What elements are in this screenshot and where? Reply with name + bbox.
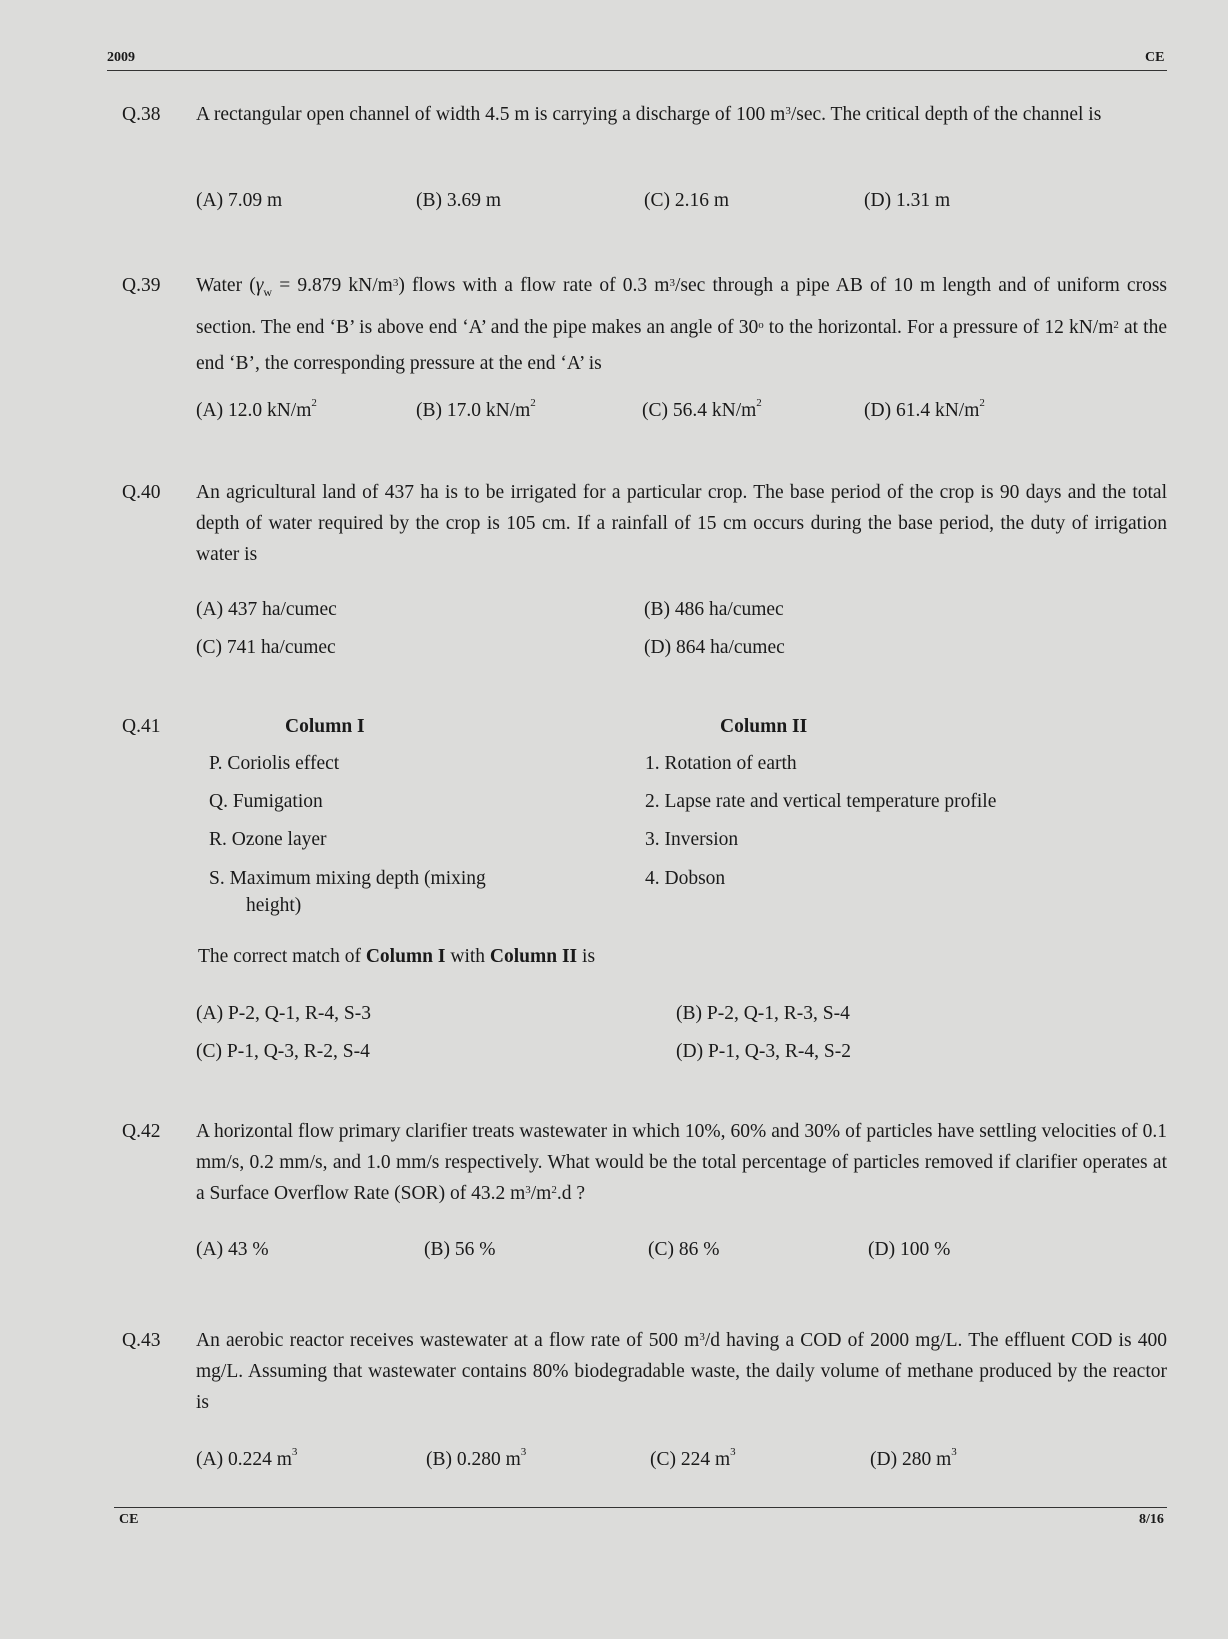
column-1-item-r: R. Ozone layer: [209, 829, 327, 850]
column-2-item-4: 4. Dobson: [645, 868, 726, 889]
question-number: Q.39: [122, 275, 161, 296]
question-43: [122, 1325, 1167, 1418]
column-1-item-q: Q. Fumigation: [209, 791, 323, 812]
option-b: (B) P-2, Q-1, R-3, S-4: [676, 1003, 850, 1024]
question-42: [122, 1116, 1167, 1209]
question-39: [122, 268, 1167, 382]
column-2-item-3: 3. Inversion: [645, 829, 739, 850]
option-c: (C) 741 ha/cumec: [196, 637, 336, 658]
question-text: A rectangular open channel of width 4.5 m is carrying a discharge of 100 $m^3/\sec$. The critical depth of the channel is: [196, 104, 1102, 125]
match-prompt: The correct match of Column I with Column II is: [198, 946, 596, 967]
footer-subject: CE: [119, 1512, 139, 1527]
option-a: (A) 0.224 $m^3$: [196, 1446, 298, 1470]
option-d: (D) P-1, Q-3, R-4, S-2: [676, 1041, 851, 1062]
header-rule: [107, 70, 1167, 71]
option-b: (B) 0.280 $m^3$: [426, 1446, 527, 1470]
option-b: (B) 3.69 m: [416, 190, 502, 211]
option-a: (A) 437 ha/cumec: [196, 599, 337, 620]
column-1-heading: Column I: [285, 716, 365, 737]
option-b: (B) 56 %: [424, 1239, 496, 1260]
header-subject: CE: [1145, 50, 1165, 65]
option-c: (C) 2.16 m: [644, 190, 730, 211]
option-b: (B) 17.0 $kN/m^2$: [416, 397, 536, 421]
option-a: (A) P-2, Q-1, R-4, S-3: [196, 1003, 371, 1024]
question-number: Q.43: [122, 1330, 161, 1351]
question-text: An agricultural land of 437 ha is to be irrigated for a particular crop. The base period of the crop is 90 days and the total depth of water required by the crop is 105 cm. If a rainfall of 15 cm occurs during the base period, the duty of irrigation water is: [196, 482, 1167, 565]
option-b: (B) 486 ha/cumec: [644, 599, 784, 620]
column-1-item-s: S. Maximum mixing depth (mixing: [209, 868, 486, 889]
question-text: A horizontal flow primary clarifier treats wastewater in which 10%, 60% and 30% of particles have settling velocities of 0.1 mm/s, 0.2 mm/s, and 1.0 mm/s respectively. What would be the total percentage of particles removed if clarifier operates at a Surface Overflow Rate (SOR) of 43.2 $m^3/m^2.d$ ?: [196, 1121, 1167, 1204]
question-text: Water ($\gamma_w = 9.879$ $kN/m^3$) flows with a flow rate of 0.3 $m^3/\sec$ through a pipe AB of 10 m length and of uniform cross section. The end ‘B’ is above end ‘A’ and the pipe makes an angle of 30$^o$ to the horizontal. For a pressure of 12 $kN/m^2$ at the end ‘B’, the corresponding pressure at the end ‘A’ is: [196, 275, 1168, 374]
question-number: Q.41: [122, 716, 161, 737]
option-d: (D) 61.4 $kN/m^2$: [864, 397, 985, 421]
question-number: Q.42: [122, 1121, 161, 1142]
option-c: (C) 224 $m^3$: [650, 1446, 736, 1470]
option-d: (D) 864 ha/cumec: [644, 637, 785, 658]
footer-rule: [114, 1507, 1167, 1508]
option-d: (D) 1.31 m: [864, 190, 951, 211]
column-1-item-s-cont: height): [246, 895, 302, 916]
column-2-heading: Column II: [720, 716, 808, 737]
header-year: 2009: [107, 50, 135, 65]
option-d: (D) 100 %: [868, 1239, 951, 1260]
option-c: (C) 56.4 $kN/m^2$: [642, 397, 762, 421]
option-a: (A) 12.0 $kN/m^2$: [196, 397, 317, 421]
column-1-item-p: P. Coriolis effect: [209, 753, 340, 774]
footer-page-number: 8/16: [1139, 1512, 1164, 1527]
column-2-item-1: 1. Rotation of earth: [645, 753, 797, 774]
option-c: (C) 86 %: [648, 1239, 720, 1260]
option-a: (A) 43 %: [196, 1239, 269, 1260]
column-2-item-2: 2. Lapse rate and vertical temperature profile: [645, 791, 997, 812]
question-38: [122, 99, 1167, 130]
question-number: Q.40: [122, 482, 161, 503]
question-40: [122, 477, 1167, 570]
question-number: Q.38: [122, 104, 161, 125]
option-d: (D) 280 $m^3$: [870, 1446, 957, 1470]
option-a: (A) 7.09 m: [196, 190, 283, 211]
option-c: (C) P-1, Q-3, R-2, S-4: [196, 1041, 370, 1062]
question-text: An aerobic reactor receives wastewater at a flow rate of 500 $m^3/d$ having a COD of 2000 mg/L. The effluent COD is 400 mg/L. Assuming that wastewater contains 80% biodegradable waste, the daily volume of methane produced by the reactor is: [196, 1330, 1167, 1413]
